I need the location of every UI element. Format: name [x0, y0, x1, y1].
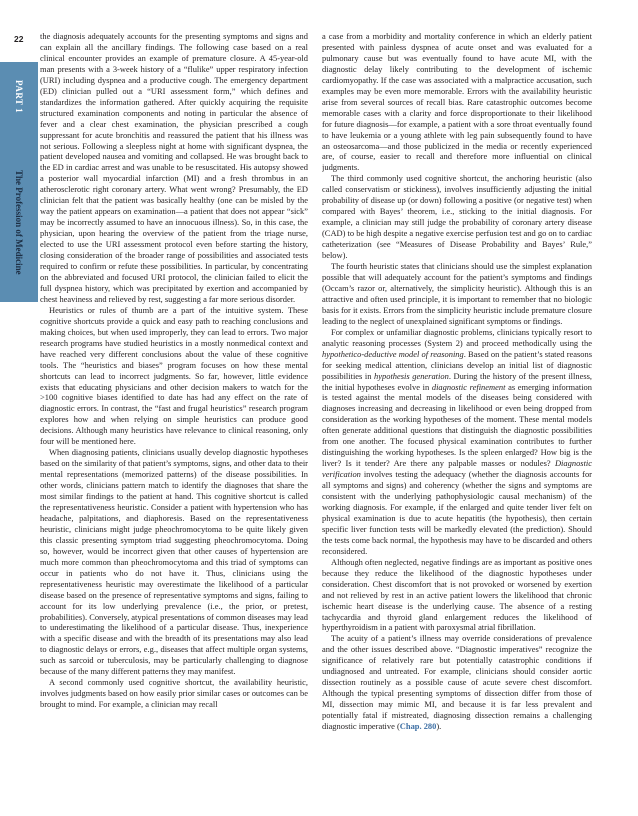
section-title: The Profession of Medicine — [14, 170, 24, 275]
paragraph: A second commonly used cognitive shortcut, the availability heuristic, involves judgments based on how easily prior similar cases or outcomes can be brought to mind. For example, a clinician may recall — [40, 677, 308, 710]
text-run: For complex or unfamiliar diagnostic problems, clinicians typically resort to analytic reasoning processes (System 2) and proceed methodically using the — [322, 326, 592, 348]
text-run: . During the history of the present illness, the initial hypotheses evolve in — [322, 370, 592, 392]
paragraph: the diagnosis adequately accounts for the presenting symptoms and signs and can explain all the ancillary findings. The following case based on a real clinical encounter provides an example of premature closure. A 45-year-old man presents with a 3-week history of a “flulike” upper respiratory infection (URI) including dyspnea and a productive cough. The emergency department (ED) clinician pulled out a “URI assessment form,” which defines and standardizes the information gathered. After quickly acquiring the requisite structured examination components and noting in particular the absence of fever and a clear chest examination, the physician prescribed a cough suppressant for acute bronchitis and reassured the patient that his illness was not serious. Following a sleepless night at home with significant dyspnea, the patient developed nausea and vomiting and collapsed. He was brought back to the ED in cardiac arrest and was unable to be resuscitated. His autopsy showed a posterior wall myocardial infarction (MI) and a fresh thrombus in an atherosclerotic right coronary artery. What went wrong? Presumably, the ED clinician felt that the patient was basically healthy (one can be misled by the way the patient appears on examination—a patient that does not appear “sick” may be incorrectly assumed to have an innocuous illness). So, in this case, the physician, upon hearing the overview of the patient from the triage nurse, elected to use the URI assessment protocol even before starting the history, closing consideration of the broader range of possibilities and associated tests required to confirm or refute these possibilities. In particular, by concentrating on the abbreviated and focused URI protocol, the clinician failed to elicit the full dyspnea history, which was precipitated by exertion and accompanied by chest heaviness and relieved by rest, suggesting a far more serious disorder. — [40, 31, 308, 304]
right-column — [322, 31, 592, 791]
paragraph: When diagnosing patients, clinicians usually develop diagnostic hypotheses based on the similarity of that patient’s symptoms, signs, and other data to their mental representations (memorized patterns) of the disease possibilities. In other words, clinicians pattern match to identify the diagnoses that share the most similar findings to the patient at hand. This cognitive shortcut is called the representativeness heuristic. Consider a patient with hypertension who has headache, palpitations, and diaphoresis. Based on the representativeness heuristic, clinicians might judge pheochromocytoma to be quite likely given this classic presenting symptom triad suggesting pheochromocytoma. Doing so, however, would be incorrect given that other causes of hypertension are much more common than pheochromocytoma and this triad of symptoms can occur in patients who do not have it. Thus, clinicians using the representativeness heuristic may overestimate the likelihood of a particular disease based on the presence of representative symptoms and signs, failing to account for its low underlying prevalence (i.e., the prior, or pretest, probabilities). Conversely, atypical presentations of common diseases may lead to underestimating the likelihood of a particular disease. Thus, inexperience with a specific disease and with the breadth of its presentations may also lead to diagnostic delays or errors, e.g., diseases that affect multiple organ systems, such as sarcoid or tuberculosis, may be particularly challenging to diagnose because of the many different patterns they may manifest. — [40, 447, 308, 677]
italic-term: hypothesis generation — [374, 370, 449, 381]
italic-term: hypothetico-deductive model of reasoning — [322, 348, 464, 359]
text-run: ). — [436, 721, 442, 732]
text-run: . Based on the patient’s stated reasons for seeking medical attention, clinicians develop an initial list of diagnostic possibilities in — [322, 348, 592, 381]
italic-term: diagnostic refinement — [431, 381, 506, 392]
part-label: PART 1 — [14, 80, 24, 114]
text-run: as emerging information is tested against the mental models of the diseases being considered with diagnoses increasing and decreasing in likelihood or even being dropped from consideration as the working hypotheses of the moment. These mental models often generate additional questions that distinguish the diagnostic possibilities from one another. The focused physical examination contributes to further distinguishing the working hypotheses. Is the spleen enlarged? How big is the liver? Is it tender? Are there any palpable masses or nodules? — [322, 381, 592, 469]
paragraph: The fourth heuristic states that clinicians should use the simplest explanation possible that will adequately account for the patient’s symptoms and findings (Occam’s razor or, alternatively, the simplicity heuristic). Although this is an attractive and often used principle, it is important to remember that no biologic basis for it exists. Errors from the simplicity heuristic include premature closure leading to the neglect of unexplained significant symptoms or findings. — [322, 261, 592, 326]
paragraph — [322, 633, 592, 732]
paragraph: The third commonly used cognitive shortcut, the anchoring heuristic (also called conservatism or stickiness), involves insufficiently adjusting the initial probability of disease up (or down) following a positive (or negative test) when compared with Bayes’ theorem, i.e., sticking to the initial diagnosis. For example, a clinician may still judge the probability of coronary artery disease (CAD) to be high despite a negative exercise perfusion test and go on to cardiac catheterization (see “Measures of Disease Probability and Bayes’ Rule,” below). — [322, 173, 592, 261]
paragraph: Heuristics or rules of thumb are a part of the intuitive system. These cognitive shortcuts provide a quick and easy path to reaching conclusions and making choices, but when used improperly, they can lead to errors. Two major research programs have studied heuristics in a mostly nonmedical context and have reached very different conclusions about the value of these cognitive tools. The “heuristics and biases” program focuses on how these mental shortcuts can lead to incorrect judgments. So far, however, little evidence exists that educating physicians and other decision makers to watch for the >100 cognitive biases identified to date has had any effect on the rate of diagnostic errors. In contrast, the “fast and frugal heuristics” research program explores how and when relying on simple heuristics can produce good decisions. Although many heuristics have relevance to clinical reasoning, only four will be mentioned here. — [40, 304, 308, 447]
text-run: The acuity of a patient’s illness may override considerations of prevalence and the other issues described above. “Diagnostic imperatives” recognize the significance of relatively rare but potentially catastrophic conditions if undiagnosed and untreated. For example, clinicians should consider aortic dissection routinely as a possible cause of acute severe chest discomfort. Although the typical presenting symptoms of dissection differ from those of MI, dissection may mimic MI, and because it is far less prevalent and potentially fatal if mistreated, diagnosing dissection remains a challenging diagnostic imperative ( — [322, 633, 592, 732]
chapter-reference-link[interactable]: Chap. 280 — [399, 721, 437, 732]
italic-term: Diagnostic verification — [322, 458, 592, 480]
paragraph — [322, 327, 592, 557]
paragraph: a case from a morbidity and mortality conference in which an elderly patient presented with painless dyspnea of acute onset and was evaluated for a pulmonary cause but was eventually found to have acute MI, with the diagnostic delay likely contributing to the development of ischemic cardiomyopathy. If the case was associated with a malpractice accusation, such examples may be even more memorable. Errors with the availability heuristic arise from several sources of recall bias. Rare catastrophic outcomes become memorable cases with a clarity and force disproportionate to their likelihood for future diagnosis—for example, a patient with a sore throat eventually found to have leukemia or a young athlete with leg pain subsequently found to have an osteosarcoma—and those publicized in the media or recently experienced are, of course, easier to recall and therefore more influential on clinical judgments. — [322, 31, 592, 173]
left-column — [40, 31, 308, 791]
paragraph: Although often neglected, negative findings are as important as positive ones because they reduce the likelihood of the diagnostic hypotheses under consideration. Chest discomfort that is not provoked or worsened by exertion and not relieved by rest in an active patient lowers the likelihood that chronic ischemic heart disease is the underlying cause. The absence of a resting tachycardia and thyroid gland enlargement reduces the likelihood of hyperthyroidism in a patient with paroxysmal atrial fibrillation. — [322, 556, 592, 633]
side-tab-title — [0, 170, 38, 310]
page-number: 22 — [14, 34, 24, 44]
text-run: involves testing the adequacy (whether the diagnosis accounts for all symptoms and signs) and coherency (whether the signs and symptoms are consistent with the underlying pathophysiologic causal mechanism) of the working diagnosis. For example, if the enlarged and quite tender liver felt on physical examination is due to acute hepatitis (the hypothesis), then certain specific liver function tests will be markedly elevated (the prediction). Should the tests come back normal, the hypothesis may have to be discarded and others reconsidered. — [322, 469, 592, 556]
